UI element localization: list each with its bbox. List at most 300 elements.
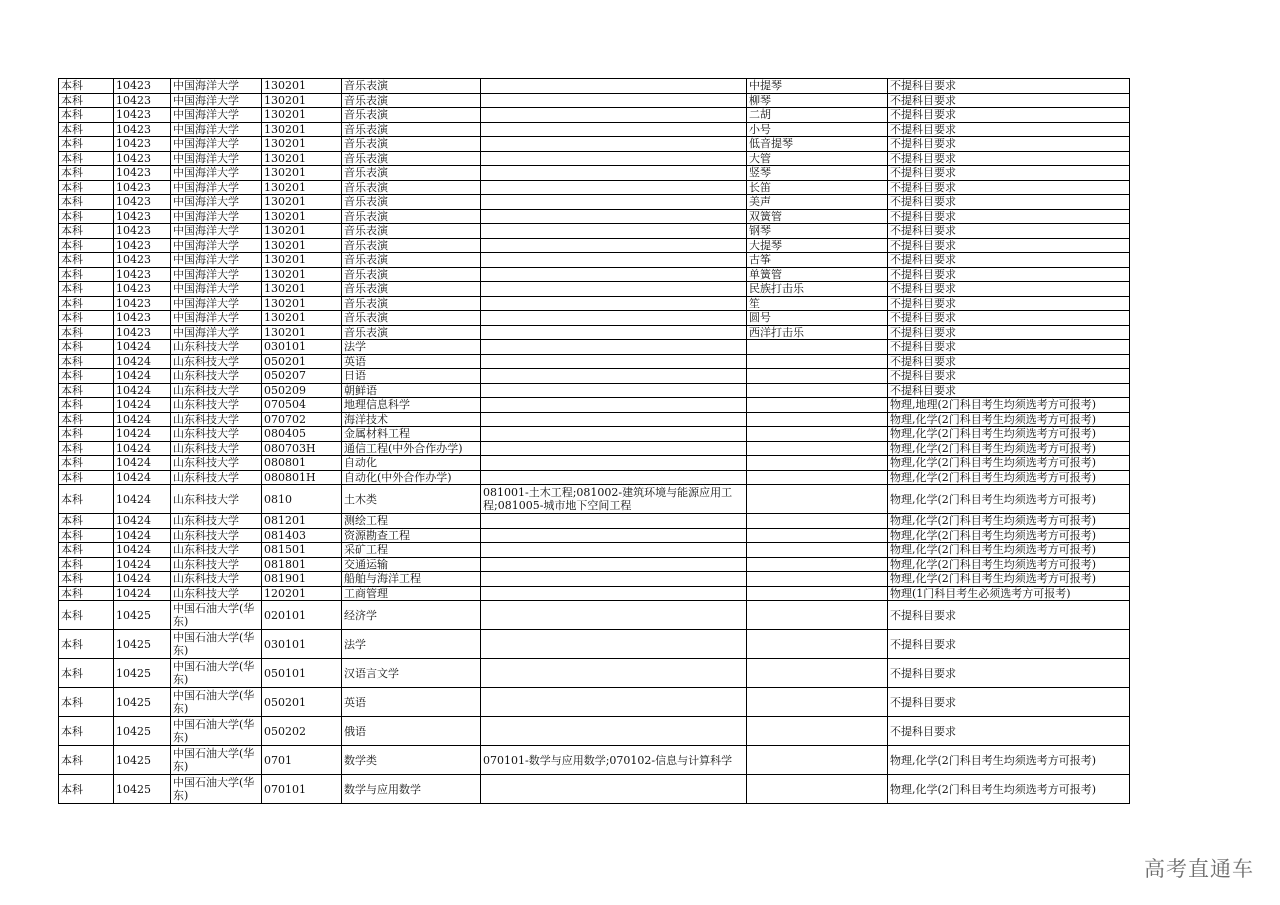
subject-requirement-cell: 不提科目要求 [888, 311, 1130, 326]
table-row [59, 543, 1130, 558]
major-name-cell: 自动化(中外合作办学) [342, 470, 481, 485]
school-code-cell: 10423 [114, 209, 171, 224]
level-cell: 本科 [59, 601, 114, 630]
major-code-cell: 050201 [262, 354, 342, 369]
major-name-cell: 音乐表演 [342, 151, 481, 166]
table-row [59, 166, 1130, 181]
watermark-text: 高考直通车 [1144, 857, 1254, 881]
school-name-cell: 山东科技大学 [171, 369, 262, 384]
level-cell: 本科 [59, 441, 114, 456]
direction-cell [747, 514, 888, 529]
level-cell: 本科 [59, 543, 114, 558]
included-majors-cell [481, 528, 747, 543]
school-name-cell: 中国石油大学(华东) [171, 601, 262, 630]
school-name-cell: 中国海洋大学 [171, 282, 262, 297]
table-row [59, 253, 1130, 268]
school-name-cell: 中国海洋大学 [171, 166, 262, 181]
table-row [59, 267, 1130, 282]
school-name-cell: 中国海洋大学 [171, 195, 262, 210]
school-name-cell: 中国海洋大学 [171, 151, 262, 166]
direction-cell: 笙 [747, 296, 888, 311]
major-name-cell: 交通运输 [342, 557, 481, 572]
school-name-cell: 中国海洋大学 [171, 122, 262, 137]
subject-requirement-cell: 不提科目要求 [888, 601, 1130, 630]
school-name-cell: 中国海洋大学 [171, 296, 262, 311]
major-name-cell: 英语 [342, 354, 481, 369]
requirements-table [58, 78, 1130, 804]
school-name-cell: 中国海洋大学 [171, 311, 262, 326]
major-code-cell: 130201 [262, 224, 342, 239]
major-code-cell: 070504 [262, 398, 342, 413]
subject-requirement-cell: 不提科目要求 [888, 369, 1130, 384]
level-cell: 本科 [59, 354, 114, 369]
school-name-cell: 山东科技大学 [171, 354, 262, 369]
direction-cell [747, 528, 888, 543]
school-code-cell: 10423 [114, 195, 171, 210]
included-majors-cell [481, 195, 747, 210]
included-majors-cell [481, 601, 747, 630]
included-majors-cell [481, 180, 747, 195]
subject-requirement-cell: 物理,化学(2门科目考生均须选考方可报考) [888, 746, 1130, 775]
table-row [59, 470, 1130, 485]
direction-cell [747, 746, 888, 775]
school-name-cell: 山东科技大学 [171, 456, 262, 471]
direction-cell: 大管 [747, 151, 888, 166]
major-code-cell: 130201 [262, 195, 342, 210]
school-name-cell: 中国海洋大学 [171, 180, 262, 195]
level-cell: 本科 [59, 456, 114, 471]
table-row [59, 224, 1130, 239]
school-code-cell: 10423 [114, 108, 171, 123]
level-cell: 本科 [59, 311, 114, 326]
school-name-cell: 山东科技大学 [171, 340, 262, 355]
school-name-cell: 中国石油大学(华东) [171, 746, 262, 775]
school-code-cell: 10424 [114, 441, 171, 456]
level-cell: 本科 [59, 528, 114, 543]
major-name-cell: 音乐表演 [342, 93, 481, 108]
included-majors-cell: 081001-土木工程;081002-建筑环境与能源应用工程;081005-城市地下空间工程 [481, 485, 747, 514]
table-row [59, 340, 1130, 355]
major-code-cell: 030101 [262, 340, 342, 355]
school-code-cell: 10425 [114, 717, 171, 746]
subject-requirement-cell: 物理,化学(2门科目考生均须选考方可报考) [888, 427, 1130, 442]
school-code-cell: 10424 [114, 528, 171, 543]
table-row [59, 412, 1130, 427]
direction-cell: 民族打击乐 [747, 282, 888, 297]
direction-cell [747, 369, 888, 384]
level-cell: 本科 [59, 180, 114, 195]
major-code-cell: 050202 [262, 717, 342, 746]
subject-requirement-cell: 物理,化学(2门科目考生均须选考方可报考) [888, 557, 1130, 572]
major-code-cell: 050101 [262, 659, 342, 688]
table-row [59, 238, 1130, 253]
level-cell: 本科 [59, 151, 114, 166]
table-row [59, 717, 1130, 746]
school-name-cell: 山东科技大学 [171, 383, 262, 398]
included-majors-cell [481, 166, 747, 181]
level-cell: 本科 [59, 122, 114, 137]
school-code-cell: 10424 [114, 485, 171, 514]
school-code-cell: 10424 [114, 572, 171, 587]
level-cell: 本科 [59, 427, 114, 442]
included-majors-cell [481, 441, 747, 456]
school-code-cell: 10423 [114, 325, 171, 340]
subject-requirement-cell: 物理,化学(2门科目考生均须选考方可报考) [888, 543, 1130, 558]
subject-requirement-cell: 不提科目要求 [888, 151, 1130, 166]
school-name-cell: 山东科技大学 [171, 427, 262, 442]
direction-cell [747, 412, 888, 427]
major-name-cell: 法学 [342, 630, 481, 659]
table-row [59, 151, 1130, 166]
direction-cell: 长笛 [747, 180, 888, 195]
school-code-cell: 10425 [114, 601, 171, 630]
included-majors-cell [481, 93, 747, 108]
school-name-cell: 山东科技大学 [171, 441, 262, 456]
included-majors-cell [481, 427, 747, 442]
level-cell: 本科 [59, 238, 114, 253]
table-row [59, 282, 1130, 297]
included-majors-cell [481, 688, 747, 717]
major-code-cell: 130201 [262, 267, 342, 282]
direction-cell [747, 557, 888, 572]
included-majors-cell [481, 325, 747, 340]
table-row [59, 586, 1130, 601]
school-name-cell: 中国石油大学(华东) [171, 717, 262, 746]
school-code-cell: 10424 [114, 412, 171, 427]
school-code-cell: 10424 [114, 383, 171, 398]
level-cell: 本科 [59, 282, 114, 297]
table-body [59, 79, 1130, 804]
subject-requirement-cell: 不提科目要求 [888, 137, 1130, 152]
major-name-cell: 音乐表演 [342, 325, 481, 340]
major-code-cell: 130201 [262, 137, 342, 152]
included-majors-cell [481, 340, 747, 355]
included-majors-cell [481, 398, 747, 413]
subject-requirement-cell: 不提科目要求 [888, 224, 1130, 239]
included-majors-cell [481, 412, 747, 427]
included-majors-cell [481, 137, 747, 152]
major-code-cell: 020101 [262, 601, 342, 630]
subject-requirement-cell: 不提科目要求 [888, 659, 1130, 688]
level-cell: 本科 [59, 412, 114, 427]
direction-cell [747, 688, 888, 717]
major-code-cell: 130201 [262, 209, 342, 224]
table-row [59, 354, 1130, 369]
level-cell: 本科 [59, 108, 114, 123]
school-code-cell: 10423 [114, 282, 171, 297]
subject-requirement-cell: 不提科目要求 [888, 108, 1130, 123]
direction-cell: 西洋打击乐 [747, 325, 888, 340]
school-code-cell: 10423 [114, 253, 171, 268]
subject-requirement-cell: 不提科目要求 [888, 122, 1130, 137]
included-majors-cell [481, 630, 747, 659]
school-code-cell: 10425 [114, 775, 171, 804]
school-code-cell: 10423 [114, 79, 171, 94]
school-code-cell: 10423 [114, 137, 171, 152]
table-row [59, 122, 1130, 137]
table-row [59, 108, 1130, 123]
major-name-cell: 朝鲜语 [342, 383, 481, 398]
table-row [59, 93, 1130, 108]
direction-cell [747, 427, 888, 442]
level-cell: 本科 [59, 195, 114, 210]
level-cell: 本科 [59, 746, 114, 775]
level-cell: 本科 [59, 79, 114, 94]
direction-cell: 古筝 [747, 253, 888, 268]
direction-cell [747, 601, 888, 630]
direction-cell: 柳琴 [747, 93, 888, 108]
direction-cell: 低音提琴 [747, 137, 888, 152]
major-code-cell: 081403 [262, 528, 342, 543]
school-code-cell: 10423 [114, 122, 171, 137]
level-cell: 本科 [59, 717, 114, 746]
major-code-cell: 081801 [262, 557, 342, 572]
major-code-cell: 070101 [262, 775, 342, 804]
table-row [59, 195, 1130, 210]
direction-cell: 美声 [747, 195, 888, 210]
level-cell: 本科 [59, 267, 114, 282]
major-name-cell: 土木类 [342, 485, 481, 514]
major-code-cell: 050201 [262, 688, 342, 717]
subject-requirement-cell: 物理,化学(2门科目考生均须选考方可报考) [888, 470, 1130, 485]
major-name-cell: 音乐表演 [342, 180, 481, 195]
direction-cell: 大提琴 [747, 238, 888, 253]
included-majors-cell [481, 79, 747, 94]
table-row [59, 528, 1130, 543]
major-name-cell: 音乐表演 [342, 195, 481, 210]
subject-requirement-cell: 不提科目要求 [888, 238, 1130, 253]
subject-requirement-cell: 不提科目要求 [888, 79, 1130, 94]
included-majors-cell [481, 209, 747, 224]
school-code-cell: 10425 [114, 630, 171, 659]
school-name-cell: 中国海洋大学 [171, 325, 262, 340]
school-code-cell: 10424 [114, 543, 171, 558]
major-name-cell: 经济学 [342, 601, 481, 630]
school-code-cell: 10424 [114, 398, 171, 413]
major-name-cell: 音乐表演 [342, 238, 481, 253]
school-name-cell: 中国石油大学(华东) [171, 630, 262, 659]
included-majors-cell [481, 122, 747, 137]
major-name-cell: 音乐表演 [342, 137, 481, 152]
major-name-cell: 音乐表演 [342, 311, 481, 326]
major-name-cell: 资源勘查工程 [342, 528, 481, 543]
subject-requirement-cell: 不提科目要求 [888, 296, 1130, 311]
major-name-cell: 测绘工程 [342, 514, 481, 529]
table-row [59, 746, 1130, 775]
school-code-cell: 10423 [114, 224, 171, 239]
major-name-cell: 地理信息科学 [342, 398, 481, 413]
direction-cell: 中提琴 [747, 79, 888, 94]
major-code-cell: 130201 [262, 296, 342, 311]
table-row [59, 296, 1130, 311]
subject-requirement-cell: 物理,化学(2门科目考生均须选考方可报考) [888, 412, 1130, 427]
major-code-cell: 130201 [262, 166, 342, 181]
major-code-cell: 130201 [262, 180, 342, 195]
school-code-cell: 10424 [114, 354, 171, 369]
major-name-cell: 音乐表演 [342, 253, 481, 268]
direction-cell [747, 383, 888, 398]
direction-cell: 竖琴 [747, 166, 888, 181]
direction-cell: 钢琴 [747, 224, 888, 239]
school-name-cell: 山东科技大学 [171, 557, 262, 572]
subject-requirement-cell: 不提科目要求 [888, 383, 1130, 398]
level-cell: 本科 [59, 586, 114, 601]
table-row [59, 325, 1130, 340]
school-name-cell: 中国海洋大学 [171, 108, 262, 123]
level-cell: 本科 [59, 775, 114, 804]
school-code-cell: 10424 [114, 557, 171, 572]
major-code-cell: 080801 [262, 456, 342, 471]
included-majors-cell [481, 659, 747, 688]
major-code-cell: 081201 [262, 514, 342, 529]
table-row [59, 180, 1130, 195]
school-code-cell: 10424 [114, 586, 171, 601]
level-cell: 本科 [59, 369, 114, 384]
subject-requirement-cell: 物理,地理(2门科目考生均须选考方可报考) [888, 398, 1130, 413]
direction-cell [747, 456, 888, 471]
school-code-cell: 10423 [114, 296, 171, 311]
major-code-cell: 130201 [262, 253, 342, 268]
school-code-cell: 10425 [114, 746, 171, 775]
table-row [59, 485, 1130, 514]
school-name-cell: 中国海洋大学 [171, 238, 262, 253]
major-name-cell: 采矿工程 [342, 543, 481, 558]
table-row [59, 688, 1130, 717]
school-name-cell: 中国石油大学(华东) [171, 688, 262, 717]
included-majors-cell [481, 514, 747, 529]
school-code-cell: 10424 [114, 456, 171, 471]
table-row [59, 456, 1130, 471]
level-cell: 本科 [59, 137, 114, 152]
direction-cell [747, 470, 888, 485]
direction-cell [747, 775, 888, 804]
subject-requirement-cell: 不提科目要求 [888, 630, 1130, 659]
major-name-cell: 船舶与海洋工程 [342, 572, 481, 587]
major-name-cell: 音乐表演 [342, 267, 481, 282]
subject-requirement-cell: 物理,化学(2门科目考生均须选考方可报考) [888, 514, 1130, 529]
included-majors-cell [481, 253, 747, 268]
major-name-cell: 音乐表演 [342, 166, 481, 181]
major-code-cell: 130201 [262, 282, 342, 297]
level-cell: 本科 [59, 340, 114, 355]
subject-requirement-cell: 不提科目要求 [888, 195, 1130, 210]
major-code-cell: 130201 [262, 108, 342, 123]
subject-requirement-cell: 物理,化学(2门科目考生均须选考方可报考) [888, 456, 1130, 471]
included-majors-cell [481, 267, 747, 282]
major-name-cell: 音乐表演 [342, 296, 481, 311]
major-code-cell: 080703H [262, 441, 342, 456]
school-code-cell: 10423 [114, 311, 171, 326]
school-name-cell: 中国石油大学(华东) [171, 775, 262, 804]
table-row [59, 572, 1130, 587]
included-majors-cell [481, 572, 747, 587]
major-name-cell: 音乐表演 [342, 122, 481, 137]
included-majors-cell [481, 470, 747, 485]
table-row [59, 383, 1130, 398]
level-cell: 本科 [59, 383, 114, 398]
included-majors-cell [481, 296, 747, 311]
school-code-cell: 10424 [114, 514, 171, 529]
major-name-cell: 法学 [342, 340, 481, 355]
school-name-cell: 山东科技大学 [171, 485, 262, 514]
level-cell: 本科 [59, 514, 114, 529]
subject-requirement-cell: 不提科目要求 [888, 340, 1130, 355]
major-name-cell: 数学与应用数学 [342, 775, 481, 804]
major-code-cell: 0701 [262, 746, 342, 775]
school-name-cell: 中国石油大学(华东) [171, 659, 262, 688]
included-majors-cell [481, 543, 747, 558]
subject-requirement-cell: 不提科目要求 [888, 93, 1130, 108]
included-majors-cell [481, 238, 747, 253]
direction-cell [747, 586, 888, 601]
school-code-cell: 10424 [114, 340, 171, 355]
school-name-cell: 山东科技大学 [171, 586, 262, 601]
included-majors-cell [481, 282, 747, 297]
school-code-cell: 10424 [114, 369, 171, 384]
included-majors-cell: 070101-数学与应用数学;070102-信息与计算科学 [481, 746, 747, 775]
major-name-cell: 自动化 [342, 456, 481, 471]
major-code-cell: 0810 [262, 485, 342, 514]
level-cell: 本科 [59, 93, 114, 108]
level-cell: 本科 [59, 166, 114, 181]
major-code-cell: 130201 [262, 238, 342, 253]
school-name-cell: 山东科技大学 [171, 528, 262, 543]
major-code-cell: 050207 [262, 369, 342, 384]
included-majors-cell [481, 151, 747, 166]
school-code-cell: 10424 [114, 427, 171, 442]
level-cell: 本科 [59, 659, 114, 688]
table-row [59, 441, 1130, 456]
table-row [59, 775, 1130, 804]
school-code-cell: 10423 [114, 151, 171, 166]
level-cell: 本科 [59, 572, 114, 587]
direction-cell [747, 543, 888, 558]
included-majors-cell [481, 369, 747, 384]
school-name-cell: 山东科技大学 [171, 543, 262, 558]
level-cell: 本科 [59, 209, 114, 224]
major-code-cell: 130201 [262, 93, 342, 108]
included-majors-cell [481, 717, 747, 746]
subject-requirement-cell: 物理(1门科目考生必须选考方可报考) [888, 586, 1130, 601]
subject-requirement-cell: 不提科目要求 [888, 209, 1130, 224]
table-row [59, 398, 1130, 413]
major-code-cell: 120201 [262, 586, 342, 601]
school-name-cell: 山东科技大学 [171, 412, 262, 427]
table-row [59, 630, 1130, 659]
direction-cell: 小号 [747, 122, 888, 137]
table-row [59, 137, 1130, 152]
table-row [59, 427, 1130, 442]
level-cell: 本科 [59, 296, 114, 311]
major-code-cell: 080405 [262, 427, 342, 442]
school-name-cell: 山东科技大学 [171, 470, 262, 485]
table-row [59, 557, 1130, 572]
subject-requirement-cell: 不提科目要求 [888, 180, 1130, 195]
school-code-cell: 10425 [114, 659, 171, 688]
major-name-cell: 通信工程(中外合作办学) [342, 441, 481, 456]
school-code-cell: 10423 [114, 267, 171, 282]
level-cell: 本科 [59, 470, 114, 485]
direction-cell [747, 572, 888, 587]
included-majors-cell [481, 557, 747, 572]
level-cell: 本科 [59, 557, 114, 572]
major-name-cell: 英语 [342, 688, 481, 717]
subject-requirement-cell: 不提科目要求 [888, 282, 1130, 297]
major-name-cell: 音乐表演 [342, 108, 481, 123]
included-majors-cell [481, 383, 747, 398]
direction-cell: 二胡 [747, 108, 888, 123]
major-name-cell: 工商管理 [342, 586, 481, 601]
